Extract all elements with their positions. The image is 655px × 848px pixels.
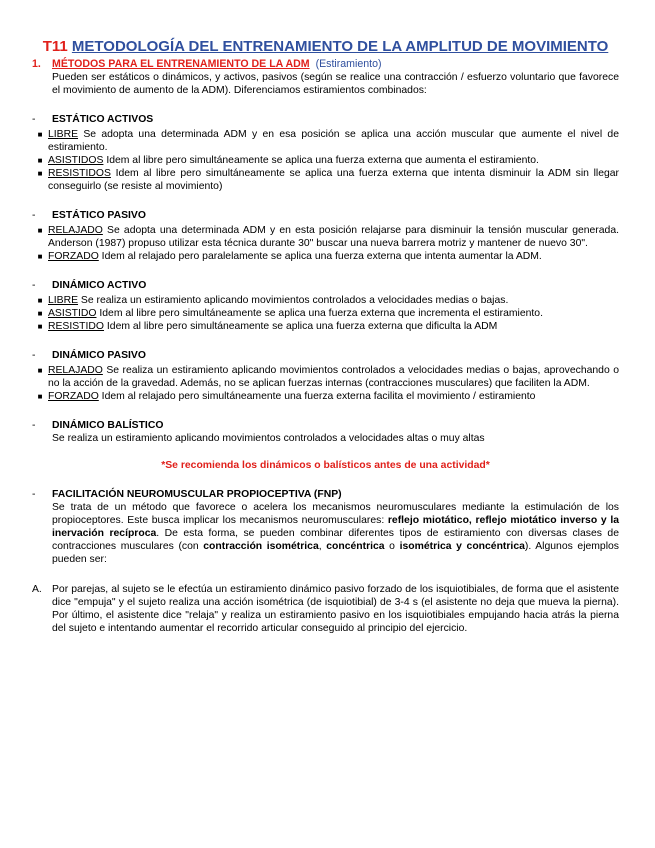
fnp-paragraph: Se trata de un método que favorece o acelera los mecanismos neuromusculares mediante la estimulación de los propioceptores. Este busca implicar los mecanismos neuromusculares: reflejo miotático, reflejo miotático inverso y la inervación recíproca. De esta forma, se pueden combinar diferentes tipos de estiramiento con diversas clases de contracciones musculares (con contracción isométrica, concéntrica o isométrica y concéntrica). Algunos ejemplos pueden ser: [52,502,619,565]
balistico-text: Se realiza un estiramiento aplicando movimientos controlados a velocidades altas o muy altas [52,433,485,444]
heading-estatico-activos: - ESTÁTICO ACTIVOS [32,114,154,125]
title-code: T11 [42,38,68,55]
list-item: ■ LIBRE Se adopta una determinada ADM y en esa posición se aplica una acción muscular que aumente el nivel de estiramiento. [32,128,619,154]
bullet-icon: ■ [37,156,43,165]
list-item: ■ RESISTIDOS Idem al libre pero simultáneamente se aplica una fuerza externa que intenta disminuir la ADM sin llegar conseguirlo (se resiste al movimiento) [32,167,619,193]
list-item: ■ FORZADO Idem al relajado pero simultáneamente una fuerza externa facilita el movimiento / estiramiento [32,390,619,403]
title-text: METODOLOGÍA DEL ENTRENAMIENTO DE LA AMPLITUD DE MOVIMIENTO [71,38,609,55]
heading-estatico-pasivo: - ESTÁTICO PASIVO [32,210,146,221]
example-marker: A. [32,584,42,595]
bullet-icon: ■ [37,322,43,331]
list-item: ■ LIBRE Se realiza un estiramiento aplicando movimientos controlados a velocidades medias o bajas. [32,294,619,307]
list-item: ■ FORZADO Idem al relajado pero paralelamente se aplica una fuerza externa que intenta aumentar la ADM. [32,250,619,263]
bullet-icon: ■ [37,226,43,235]
list-item: ■ ASISTIDO Idem al libre pero simultáneamente se aplica una fuerza externa que incrementa el estiramiento. [32,307,619,320]
list-dinamico-activo [32,294,619,333]
section-sublabel: (Estiramiento) [315,58,382,70]
bullet-icon: ■ [37,366,43,375]
bullet-icon: ■ [37,296,43,305]
bullet-icon: ■ [37,130,43,139]
heading-dinamico-balistico: - DINÁMICO BALÍSTICO [32,420,164,431]
bullet-icon: ■ [37,252,43,261]
section-number: 1. [32,58,41,70]
list-item: ■ RELAJADO Se realiza un estiramiento aplicando movimientos controlados a velocidades medias o bajas, aprovechando o no la acción de la gravedad. Además, no se aplican fuerzas internas (contracciones musculares) que faciliten la ADM. [32,364,619,390]
page-title [32,38,619,56]
heading-dinamico-pasivo: - DINÁMICO PASIVO [32,350,146,361]
section-intro: Pueden ser estáticos o dinámicos, y activos, pasivos (según se realice una contracción / esfuerzo voluntario que favorece el movimiento de aumento de la ADM). Diferenciamos estiramientos combinados: [52,72,619,96]
section-heading [32,58,619,71]
example-text: Por parejas, al sujeto se le efectúa un estiramiento dinámico pasivo forzado de los isquiotibiales, de forma que el asistente dice "empuja" y el sujeto realiza una acción isométrica (de isquiotibial) de 3-4 s (el asistente no deja que mueva la pierna). Por último, el asistente dice "relaja" y realiza un estiramiento pasivo en los isquiotibiales empujando hacia atrás la pierna del sujeto e intentando aumentar el recorrido articular conseguido al principio del ejercicio. [52,584,619,634]
section-label: MÉTODOS PARA EL ENTRENAMIENTO DE LA ADM [52,58,310,70]
list-item: ■ RELAJADO Se adopta una determinada ADM y en esta posición relajarse para disminuir la tensión muscular generada. Anderson (1987) propuso utilizar esta técnica durante 30" buscar una nueva barrera motriz y mantener de nuevo 30". [32,224,619,250]
recommendation-note: *Se recomienda los dinámicos o balísticos antes de una actividad* [161,460,490,471]
list-item: ■ RESISTIDO Idem al libre pero simultáneamente se aplica una fuerza externa que dificulta la ADM [32,320,619,333]
list-estatico-activos [32,128,619,193]
bullet-icon: ■ [37,392,43,401]
heading-fnp: - FACILITACIÓN NEUROMUSCULAR PROPIOCEPTIVA (FNP) [32,489,342,500]
bullet-icon: ■ [37,309,43,318]
list-item: ■ ASISTIDOS Idem al libre pero simultáneamente se aplica una fuerza externa que aumenta el estiramiento. [32,154,619,167]
heading-dinamico-activo: - DINÁMICO ACTIVO [32,280,147,291]
example-a [32,583,619,635]
bullet-icon: ■ [37,169,43,178]
list-estatico-pasivo [32,224,619,263]
list-dinamico-pasivo [32,364,619,403]
